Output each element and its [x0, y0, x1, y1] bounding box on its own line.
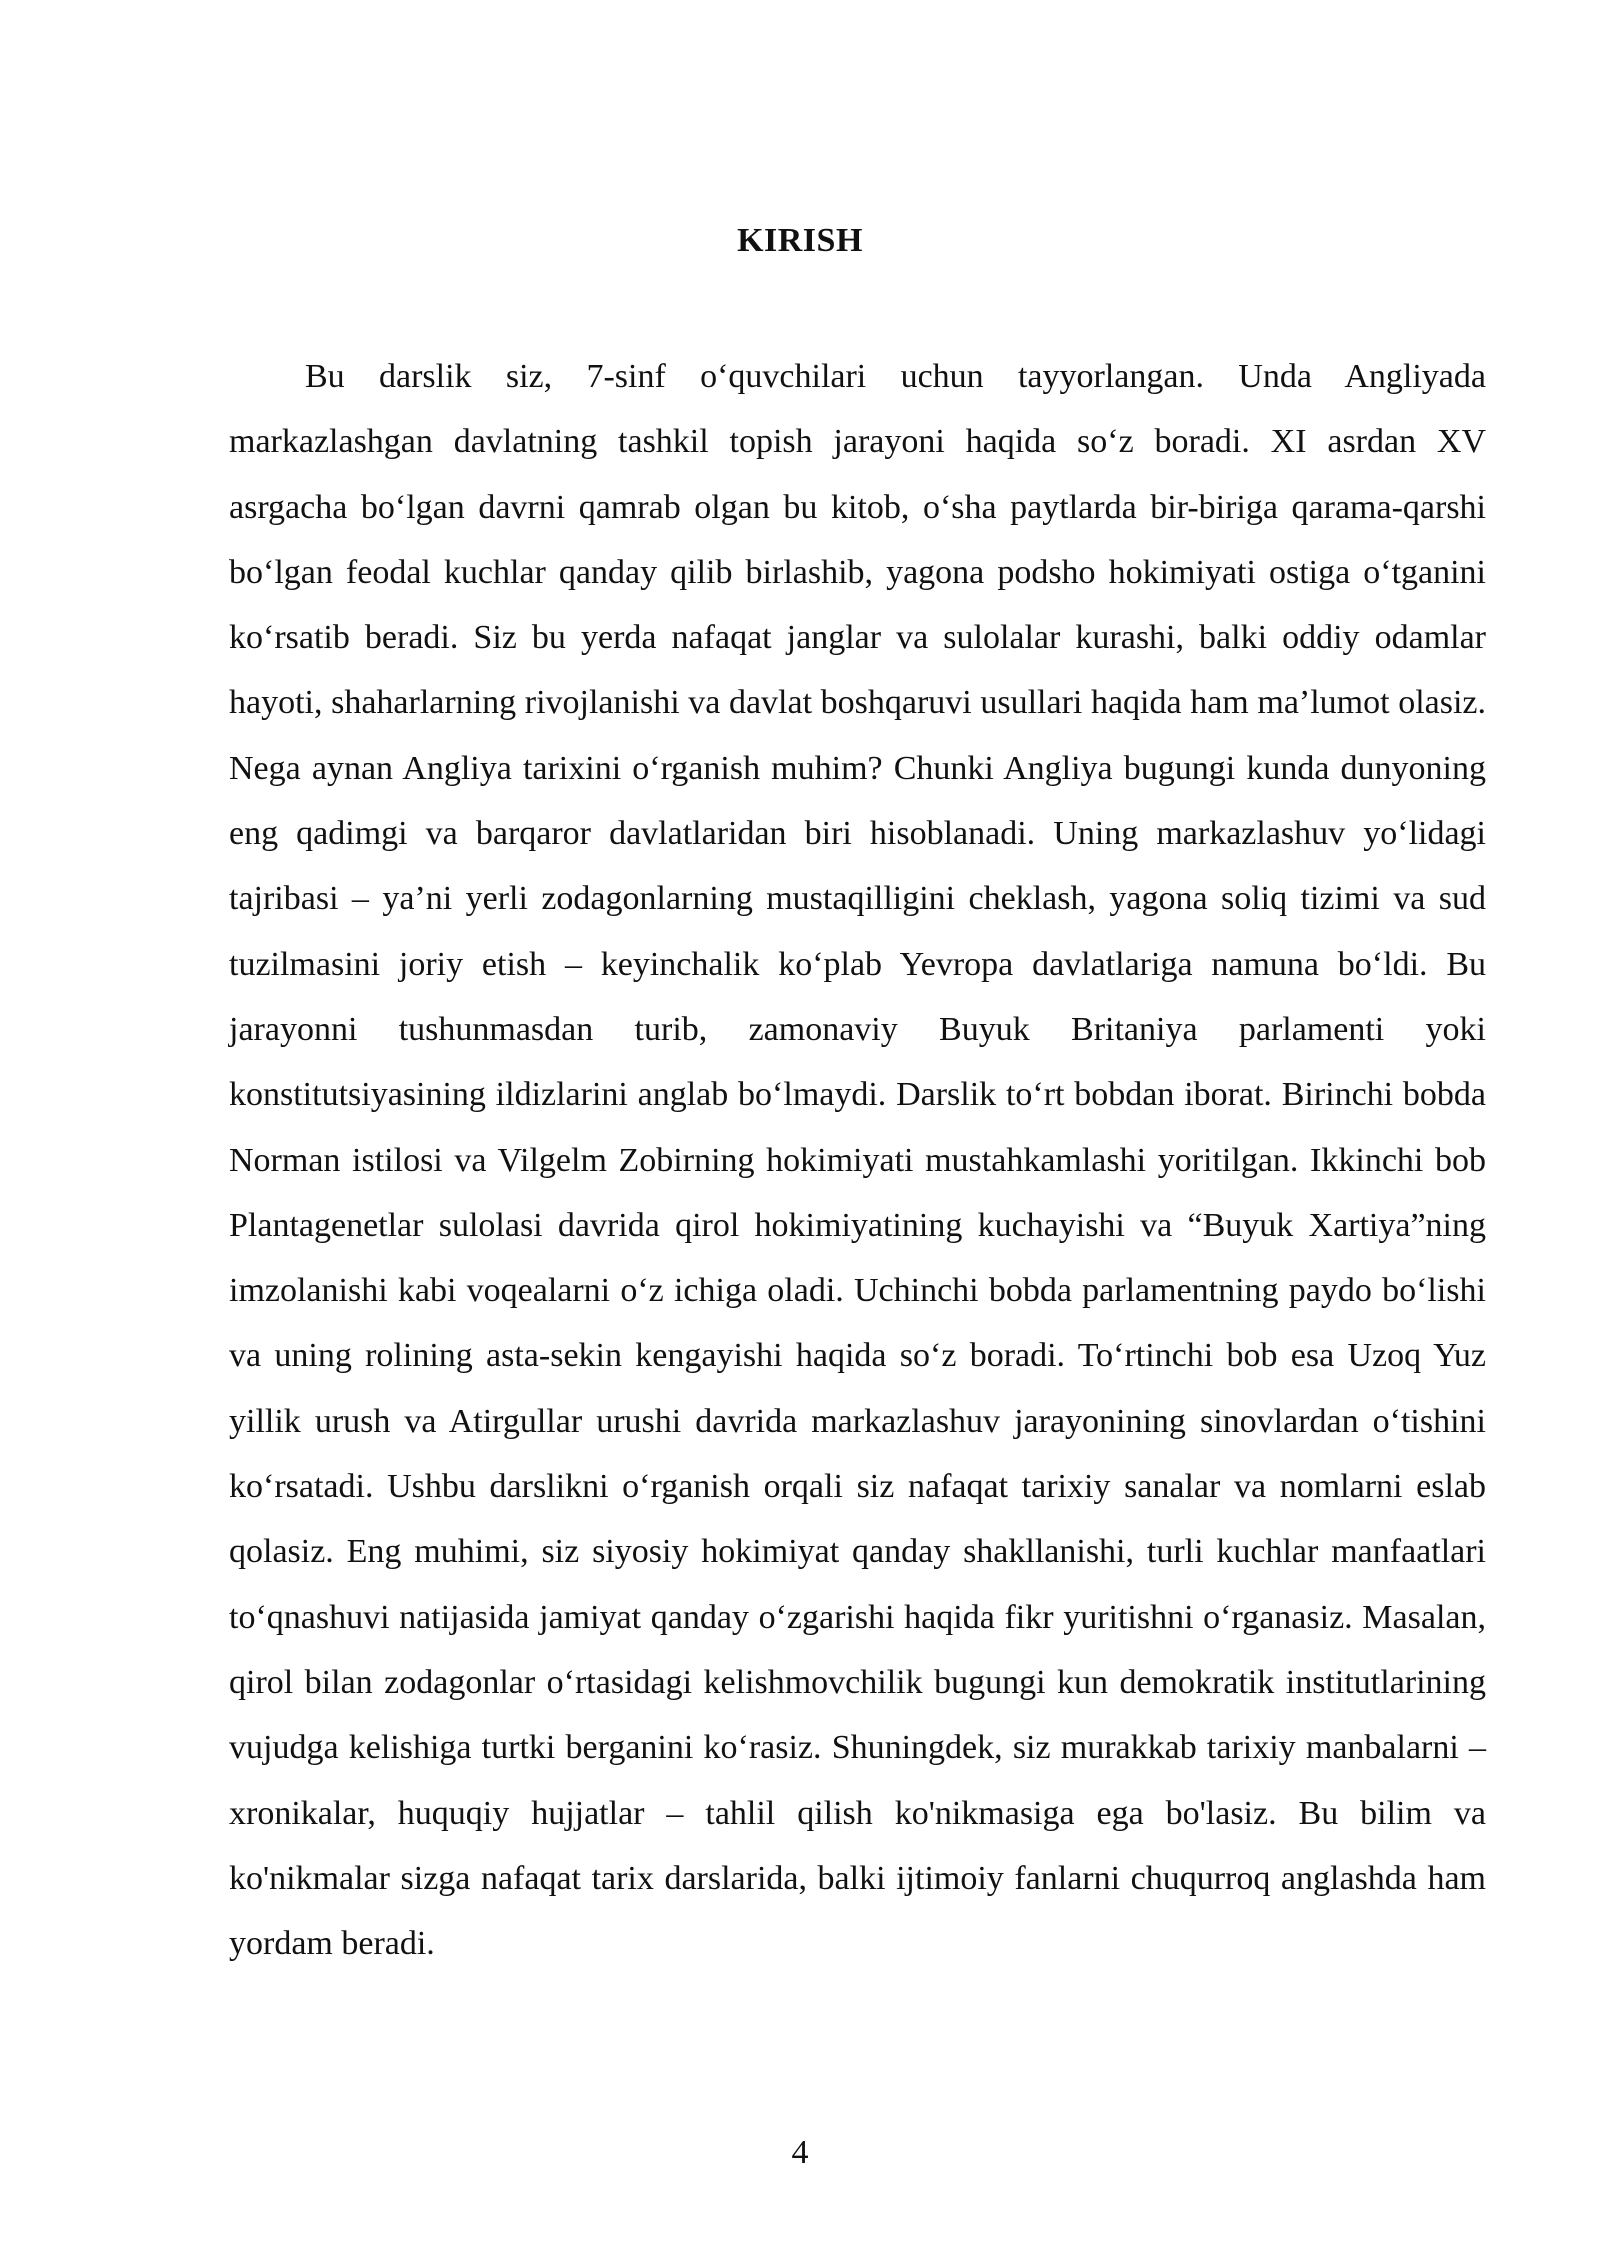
page-number: 4 [791, 2134, 809, 2171]
page-title: KIRISH [737, 222, 863, 259]
body-paragraph: Bu darslik siz, 7-sinf o‘quvchilari uchun tayyorlangan. Unda Angliyada markazlashgan davlatning tashkil topish jarayoni haqida so‘z boradi. XI asrdan XV asrgacha bo‘lgan davrni qamrab olgan bu kitob, o‘sha paytlarda bir-biriga qarama-qarshi bo‘lgan feodal kuchlar qanday qilib birlashib, yagona podsho hokimiyati ostiga o‘tganini ko‘rsatib beradi. Siz bu yerda nafaqat janglar va sulolalar kurashi, balki oddiy odamlar hayoti, shaharlarning rivojlanishi va davlat boshqaruvi usullari haqida ham ma’lumot olasiz. Nega aynan Angliya tarixini o‘rganish muhim? Chunki Angliya bugungi kunda dunyoning eng qadimgi va barqaror davlatlaridan biri hisoblanadi. Uning markazlashuv yo‘lidagi tajribasi – ya’ni yerli zodagonlarning mustaqilligini cheklash, yagona soliq tizimi va sud tuzilmasini joriy etish – keyinchalik ko‘plab Yevropa davlatlariga namuna bo‘ldi. Bu jarayonni tushunmasdan turib, zamonaviy Buyuk Britaniya parlamenti yoki konstitutsiyasining ildizlarini anglab bo‘lmaydi. Darslik to‘rt bobdan iborat. Birinchi bobda Norman istilosi va Vilgelm Zobirning hokimiyati mustahkamlashi yoritilgan. Ikkinchi bob Plantagenetlar sulolasi davrida qirol hokimiyatining kuchayishi va “Buyuk Xartiya”ning imzolanishi kabi voqealarni o‘z ichiga oladi. Uchinchi bobda parlamentning paydo bo‘lishi va uning rolining asta-sekin kengayishi haqida so‘z boradi. To‘rtinchi bob esa Uzoq Yuz yillik urush va Atirgullar urushi davrida markazlashuv jarayonining sinovlardan o‘tishini ko‘rsatadi. Ushbu darslikni o‘rganish orqali siz nafaqat tarixiy sanalar va nomlarni eslab qolasiz. Eng muhimi, siz siyosiy hokimiyat qanday shakllanishi, turli kuchlar manfaatlari to‘qnashuvi natijasida jamiyat qanday o‘zgarishi haqida fikr yuritishni o‘rganasiz. Masalan, qirol bilan zodagonlar o‘rtasidagi kelishmovchilik bugungi kun demokratik institutlarining vujudga kelishiga turtki berganini ko‘rasiz. Shuningdek, siz murakkab tarixiy manbalarni – xronikalar, huquqiy hujjatlar – tahlil qilish ko'nikmasiga ega bo'lasiz. Bu bilim va ko'nikmalar sizga nafaqat tarix darslarida, balki ijtimoiy fanlarni chuqurroq anglashda ham yordam beradi. [229, 358, 1486, 1963]
